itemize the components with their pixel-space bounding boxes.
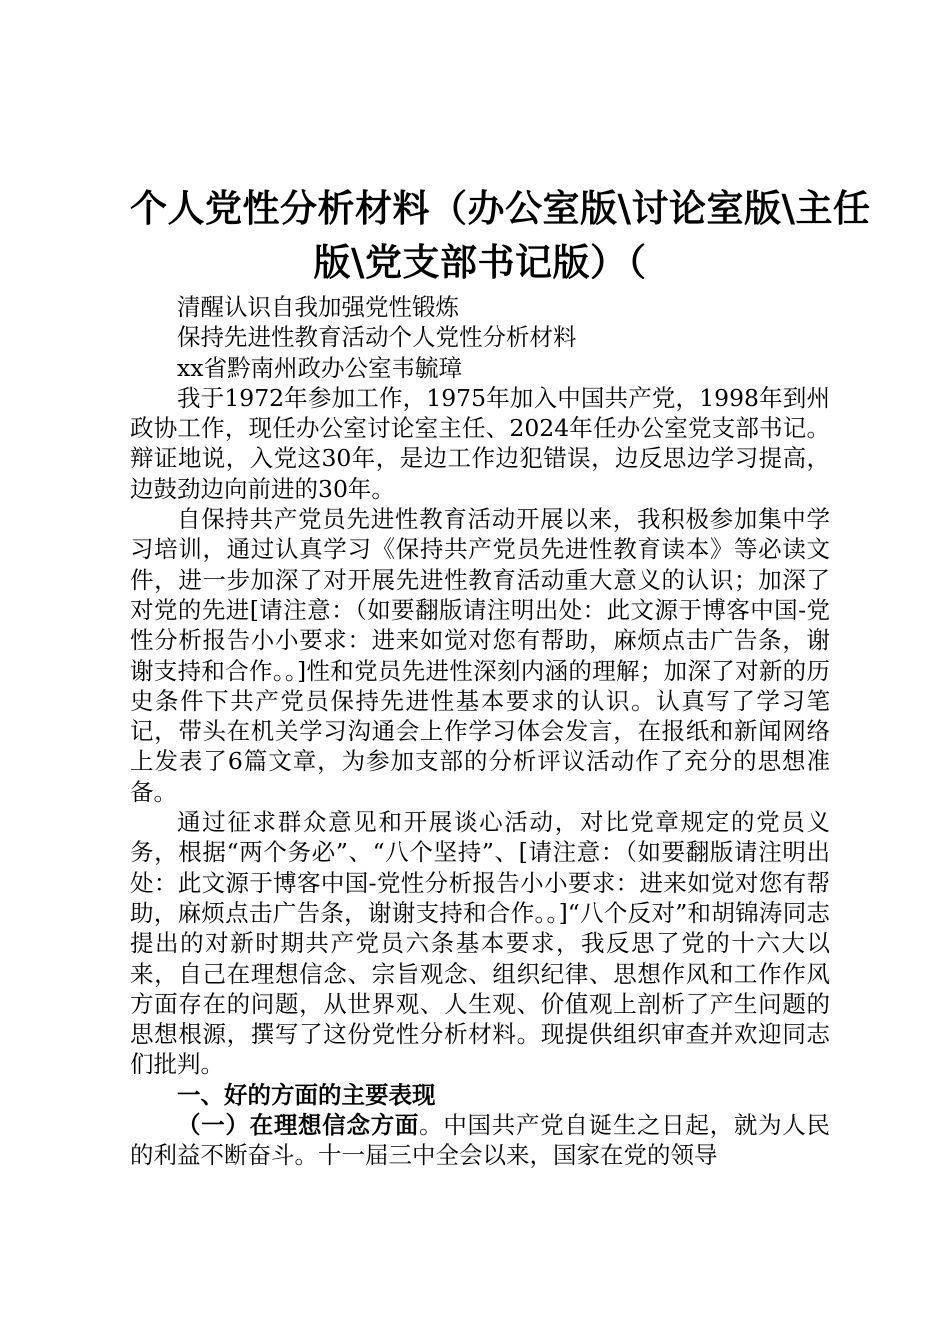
paragraph-3: 通过征求群众意见和开展谈心活动，对比党章规定的党员义务，根据“两个务必”、“八个坚持”、[请注意：（如要翻版请注明出处：此文源于博客中国-党性分析报告小小要求：进来如觉对您有帮助，麻烦点击广告条，谢谢支持和合作。。]“八个反对”和胡锦涛同志提出的对新时期共产党员六条基本要求，我反思了党的十六大以来，自己在理想信念、宗旨观念、组织纪律、思想作风和工作作风方面存在的问题，从世界观、人生观、价值观上剖析了产生问题的思想根源，撰写了这份党性分析材料。现提供组织审查并欢迎同志们批判。 <box>130 808 830 1079</box>
title-line-1: 个人党性分析材料（办公室版\讨论室版\主任 <box>130 187 871 230</box>
subtitle-1: 清醒认识自我加强党性锻炼 <box>177 293 459 321</box>
subtitle-2: 保持先进性教育活动个人党性分析材料 <box>177 323 577 352</box>
author-line: xx省黔南州政办公室韦毓璋 <box>177 353 463 382</box>
paragraph-4 <box>130 1110 830 1171</box>
paragraph-2: 自保持共产党员先进性教育活动开展以来，我积极参加集中学习培训，通过认真学习《保持共产党员先进性教育读本》等必读文件，进一步加深了对开展先进性教育活动重大意义的认识；加深了对党的先进[请注意：（如要翻版请注明出处：此文源于博客中国-党性分析报告小小要求：进来如觉对您有帮助，麻烦点击广告条，谢谢支持和合作。。]性和党员先进性深刻内涵的理解；加深了对新的历史条件下共产党员保持先进性基本要求的认识。认真写了学习笔记，带头在机关学习沟通会上作学习体会发言，在报纸和新闻网络上发表了6篇文章，为参加支部的分析评议活动作了充分的思想准备。 <box>130 505 830 806</box>
document-page <box>130 182 871 1171</box>
document-title <box>130 182 871 290</box>
section-heading-1: 一、好的方面的主要表现 <box>177 1080 436 1109</box>
subsection-text: 。中国共产党自诞生之日起，就为人民的利益不断奋斗。十一届三中全会以来，国家在党的领导 <box>130 1111 831 1170</box>
document-body <box>130 292 830 1171</box>
paragraph-1: 我于1972年参加工作，1975年加入中国共产党，1998年到州政协工作，现任办公室讨论室主任、2024年任办公室党支部书记。辩证地说，入党这30年，是边工作边犯错误，边反思边学习提高，边鼓劲边向前进的30年。 <box>130 383 830 503</box>
title-line-2: 版\党支部书记版）（ <box>313 241 647 284</box>
subsection-label: （一）在理想信念方面 <box>177 1111 420 1140</box>
